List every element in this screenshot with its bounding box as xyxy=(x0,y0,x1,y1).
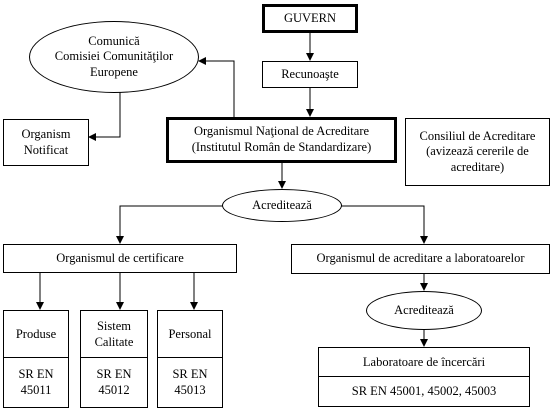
organismul-national-label: Organismul Naţional de Acreditare (Institutul Român de Standardizare) xyxy=(191,124,372,154)
recunoaste-label: Recunoaşte xyxy=(281,66,339,81)
laboratoare-label: Laboratoare de încercări xyxy=(362,354,486,369)
guvern-box xyxy=(262,4,358,33)
laboratoare-box xyxy=(318,347,530,407)
produse-box xyxy=(3,310,69,408)
organismul-certificare-box xyxy=(3,244,237,273)
consiliul-box xyxy=(405,118,550,186)
comunica-label: Comunică Comisiei Comunităţilor Europene xyxy=(54,33,174,79)
arrow-organism-comunica xyxy=(199,61,234,119)
personal-standard: SR EN 45013 xyxy=(172,366,208,397)
produse-standard: SR EN 45011 xyxy=(18,366,54,397)
laboratoare-standard: SR EN 45001, 45002, 45003 xyxy=(351,383,497,398)
personal-label: Personal xyxy=(168,326,212,341)
acrediteaza-top-label: Acreditează xyxy=(252,197,312,212)
arrow-acrediteaza-certificare xyxy=(120,206,223,243)
guvern-label: GUVERN xyxy=(283,10,337,25)
sistem-standard: SR EN 45012 xyxy=(96,366,132,397)
recunoaste-box xyxy=(262,61,358,88)
consiliul-label: Consiliul de Acreditare (avizează cererile de acreditare) xyxy=(419,128,536,174)
organism-notificat-label: Organism Notificat xyxy=(21,126,71,157)
organismul-national-box xyxy=(166,117,397,163)
sistem-calitate-box xyxy=(80,310,148,408)
acrediteaza-lab-label: Acreditează xyxy=(394,302,454,317)
arrow-acrediteaza-laboratoare xyxy=(341,206,424,243)
comunica-ellipse xyxy=(29,21,199,93)
organism-notificat-box xyxy=(3,119,89,166)
produse-label: Produse xyxy=(15,326,57,341)
personal-box xyxy=(157,310,223,408)
organismul-acreditare-lab-box xyxy=(291,244,550,274)
organismul-acreditare-lab-label: Organismul de acreditare a laboratoarelor xyxy=(316,251,525,266)
sistem-calitate-label: Sistem Calitate xyxy=(94,318,134,349)
acrediteaza-lab-ellipse xyxy=(366,291,482,330)
organismul-certificare-label: Organismul de certificare xyxy=(56,250,184,265)
arrow-comunica-notificat xyxy=(89,92,120,137)
acrediteaza-top-ellipse xyxy=(222,189,342,222)
